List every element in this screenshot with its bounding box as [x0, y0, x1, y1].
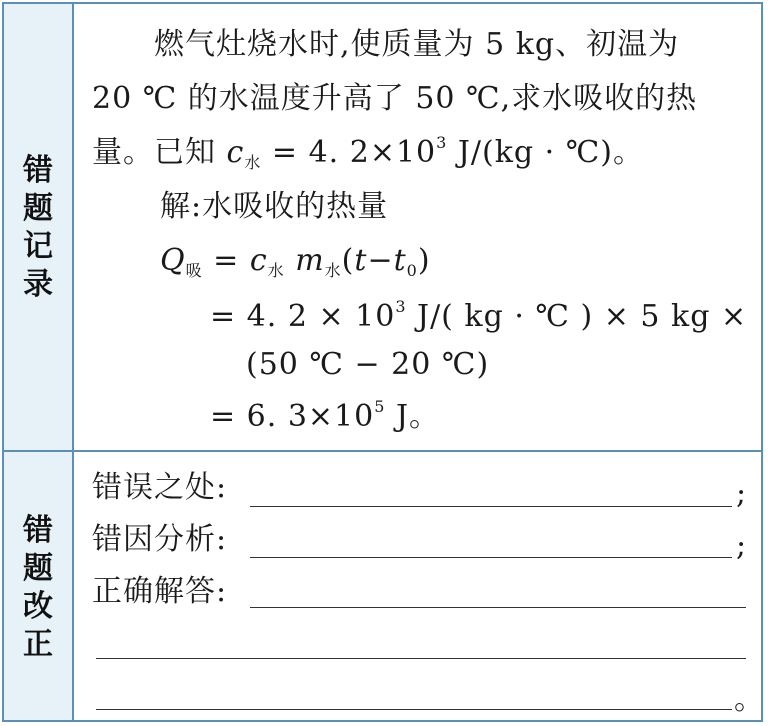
- initial-temperature-symbol: t: [393, 243, 407, 278]
- error-record-char: 录: [23, 267, 53, 302]
- specific-heat-symbol: c: [226, 135, 245, 170]
- exponent: 5: [374, 397, 386, 416]
- semicolon: ;: [736, 528, 747, 563]
- error-record-char: 记: [23, 229, 53, 264]
- error-cause-blank[interactable]: [250, 557, 732, 558]
- solution-formula: [160, 236, 431, 286]
- mass-symbol: m: [284, 243, 325, 278]
- subscript: 吸: [185, 261, 203, 280]
- problem-line-3: [92, 128, 644, 178]
- step-text: J/( kg · ℃ ) × 5 kg ×: [406, 299, 748, 334]
- subscript: 水: [324, 261, 342, 280]
- error-correction-char: 题: [23, 551, 53, 586]
- temperature-symbol: t: [354, 243, 368, 278]
- problem-text: = 4. 2×10: [261, 135, 437, 170]
- subscript: 水: [267, 261, 285, 280]
- semicolon: ;: [736, 476, 747, 511]
- step-text: = 6. 3×10: [210, 399, 375, 434]
- paren: ): [417, 243, 431, 278]
- solution-step-2: (50 ℃ − 20 ℃): [246, 347, 490, 382]
- heat-symbol: Q: [160, 243, 186, 278]
- solution-step-3: [210, 392, 440, 442]
- error-record-char: 题: [23, 191, 53, 226]
- error-record-label: [4, 152, 72, 304]
- error-location-blank[interactable]: [250, 506, 732, 507]
- specific-heat-symbol: c: [249, 243, 268, 278]
- error-correction-char: 正: [23, 627, 53, 662]
- exponent: 3: [395, 297, 407, 316]
- problem-text: J/(kg · ℃)。: [447, 135, 644, 170]
- subscript: 0: [406, 261, 418, 280]
- minus: −: [367, 243, 394, 278]
- problem-line-1: 燃气灶烧水时,使质量为 5 kg、初温为: [154, 27, 680, 62]
- error-correction-label: [4, 512, 72, 664]
- paren: (: [341, 243, 355, 278]
- correct-answer-label: 正确解答:: [92, 574, 228, 609]
- step-text: = 4. 2 × 10: [210, 299, 396, 334]
- step-text: J。: [385, 399, 440, 434]
- end-mark: 。: [734, 682, 764, 717]
- solution-intro: 解:水吸收的热量: [160, 189, 389, 224]
- solution-step-1: [210, 292, 747, 342]
- error-correction-char: 改: [23, 589, 53, 624]
- equals: =: [202, 243, 250, 278]
- correct-answer-blank-2[interactable]: [96, 658, 746, 659]
- exponent: 3: [436, 133, 448, 152]
- worksheet-frame: [2, 2, 763, 722]
- section-divider: [4, 450, 761, 452]
- subscript: 水: [244, 153, 262, 172]
- error-cause-label: 错因分析:: [92, 522, 228, 557]
- problem-text: 量。已知: [92, 135, 227, 170]
- correct-answer-blank-3[interactable]: [96, 709, 732, 710]
- problem-line-2: 20 ℃ 的水温度升高了 50 ℃,求水吸收的热: [92, 81, 698, 116]
- correct-answer-blank-1[interactable]: [250, 607, 746, 608]
- error-location-label: 错误之处:: [92, 470, 228, 505]
- error-correction-char: 错: [23, 513, 53, 548]
- error-record-char: 错: [23, 153, 53, 188]
